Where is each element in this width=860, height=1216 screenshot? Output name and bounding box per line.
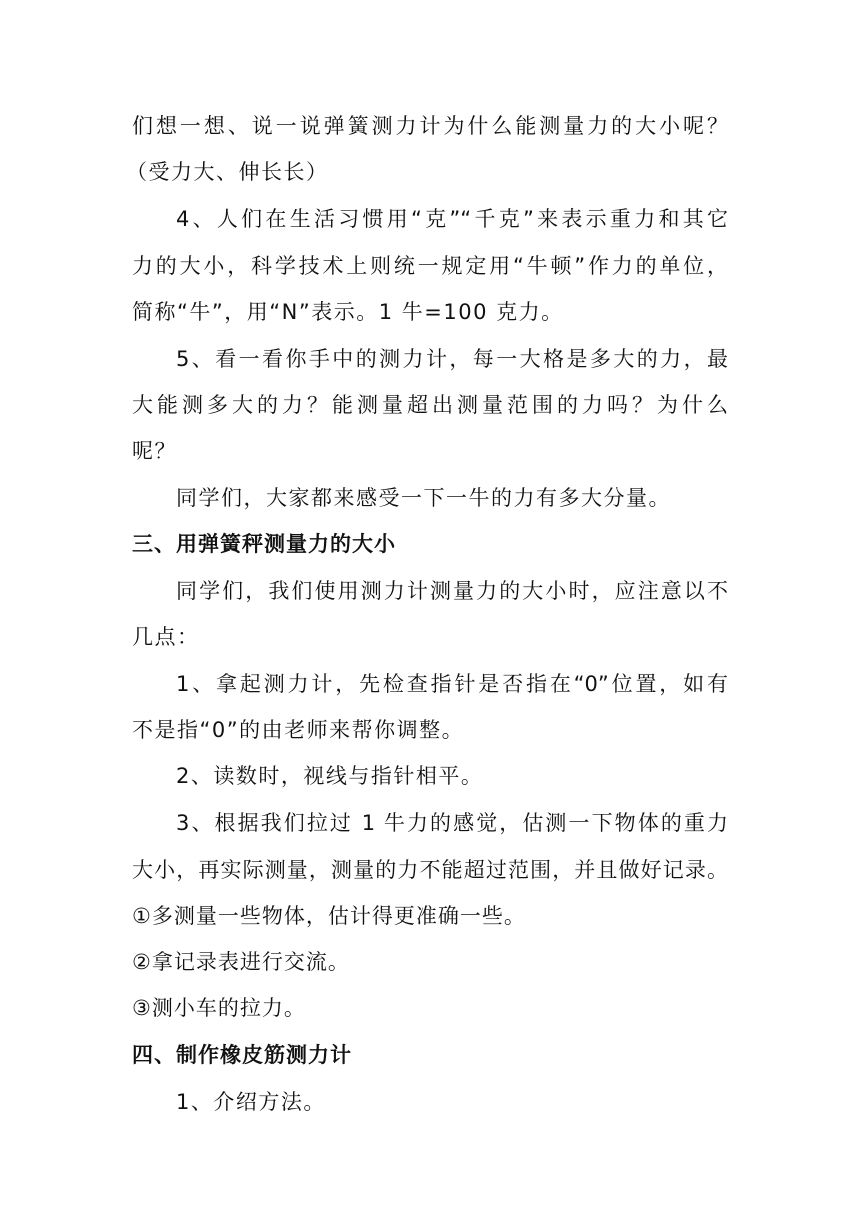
text-line: 5、看一看你手中的测力计，每一大格是多大的力，最 bbox=[176, 347, 728, 371]
text-line: 同学们，大家都来感受一下一牛的力有多大分量。 bbox=[176, 486, 671, 510]
text-line: 呢？ bbox=[132, 439, 177, 463]
text-line: 们想一想、说一说弹簧测力计为什么能测量力的大小呢？ bbox=[132, 114, 728, 138]
text-line: 简称“牛”，用“N”表示。1 牛=100 克力。 bbox=[132, 300, 564, 324]
section-heading: 三、用弹簧秤测量力的大小 bbox=[132, 532, 396, 556]
text-line: 4、人们在生活习惯用“克”“千克”来表示重力和其它 bbox=[176, 207, 728, 231]
list-item: ③测小车的拉力。 bbox=[132, 996, 306, 1020]
text-line: 大能测多大的力？能测量超出测量范围的力吗？为什么 bbox=[132, 393, 728, 417]
text-line: （受力大、伸长长） bbox=[126, 160, 329, 184]
text-line: 大小，再实际测量，测量的力不能超过范围，并且做好记录。 bbox=[132, 858, 728, 882]
text-line: 1、介绍方法。 bbox=[176, 1090, 326, 1114]
text-line: 几点： bbox=[132, 625, 200, 649]
text-line: 不是指“0”的由老师来帮你调整。 bbox=[132, 718, 465, 742]
text-line: 力的大小，科学技术上则统一规定用“牛顿”作力的单位， bbox=[132, 254, 728, 278]
text-line: 2、读数时，视线与指针相平。 bbox=[176, 764, 484, 788]
list-item: ①多测量一些物体，估计得更准确一些。 bbox=[132, 904, 526, 928]
text-line: 同学们，我们使用测力计测量力的大小时，应注意以不 bbox=[176, 579, 728, 603]
text-line: 3、根据我们拉过 1 牛力的感觉，估测一下物体的重力 bbox=[176, 811, 728, 835]
section-heading: 四、制作橡皮筋测力计 bbox=[132, 1043, 352, 1067]
list-item: ②拿记录表进行交流。 bbox=[132, 950, 350, 974]
text-line: 1、拿起测力计，先检查指针是否指在“0”位置，如有 bbox=[176, 672, 728, 696]
